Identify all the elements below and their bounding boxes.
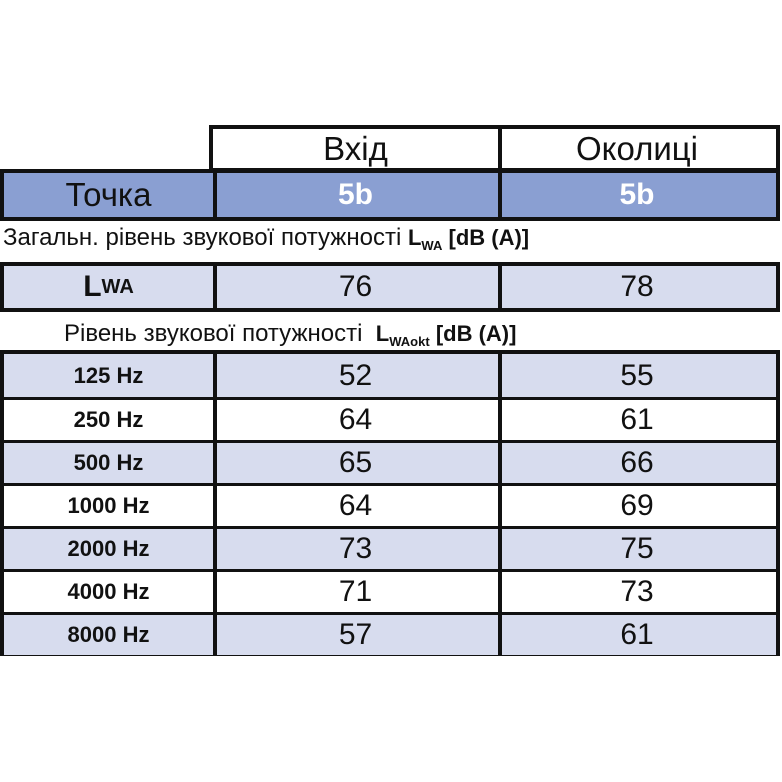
lwa-row	[0, 262, 780, 312]
point-row	[0, 169, 780, 221]
caption-octave-text: Рівень звукової потужності	[64, 320, 363, 347]
point-surroundings-value: 5b	[619, 178, 655, 211]
header-inlet: Вхід	[213, 129, 502, 168]
point-label: Точка	[4, 173, 217, 217]
caption-octave-power	[64, 322, 516, 348]
inlet-value: 64	[213, 486, 502, 526]
table-row	[4, 483, 776, 526]
table-row	[4, 440, 776, 483]
lwa-label: L WA	[4, 266, 217, 308]
surroundings-value: 69	[620, 489, 654, 522]
inlet-value: 71	[213, 572, 502, 612]
surroundings-value: 73	[620, 575, 654, 608]
inlet-value: 65	[213, 443, 502, 483]
header-surroundings: Околиці	[575, 129, 699, 167]
surroundings-value: 75	[620, 532, 654, 565]
table-row	[4, 569, 776, 612]
freq-label: 500 Hz	[4, 443, 217, 483]
surroundings-value: 66	[620, 446, 654, 479]
freq-label: 250 Hz	[4, 400, 217, 440]
inlet-value: 52	[213, 354, 502, 397]
freq-label: 4000 Hz	[4, 572, 217, 612]
surroundings-value: 55	[620, 358, 654, 392]
table-row	[4, 612, 776, 655]
lwa-surroundings-value: 78	[620, 270, 654, 303]
surroundings-value: 61	[620, 618, 654, 651]
lwa-inlet-value: 76	[213, 266, 502, 308]
octave-table	[0, 350, 780, 656]
surroundings-value: 61	[620, 403, 654, 436]
freq-label: 125 Hz	[4, 354, 217, 397]
caption-total-power	[3, 226, 529, 252]
table-row	[4, 526, 776, 569]
header-table	[209, 125, 780, 172]
table-row	[4, 354, 776, 397]
point-inlet-value: 5b	[213, 173, 502, 217]
table-row	[4, 397, 776, 440]
inlet-value: 73	[213, 529, 502, 569]
caption-total-symbol: $L_{WA}$ [dB (A)]	[407, 225, 530, 253]
caption-octave-symbol: $L_{WAokt}$ [dB (A)]	[375, 321, 517, 349]
inlet-value: 57	[213, 615, 502, 655]
freq-label: 2000 Hz	[4, 529, 217, 569]
freq-label: 8000 Hz	[4, 615, 217, 655]
caption-total-text: Загальн. рівень звукової потужності	[3, 224, 402, 251]
freq-label: 1000 Hz	[4, 486, 217, 526]
inlet-value: 64	[213, 400, 502, 440]
